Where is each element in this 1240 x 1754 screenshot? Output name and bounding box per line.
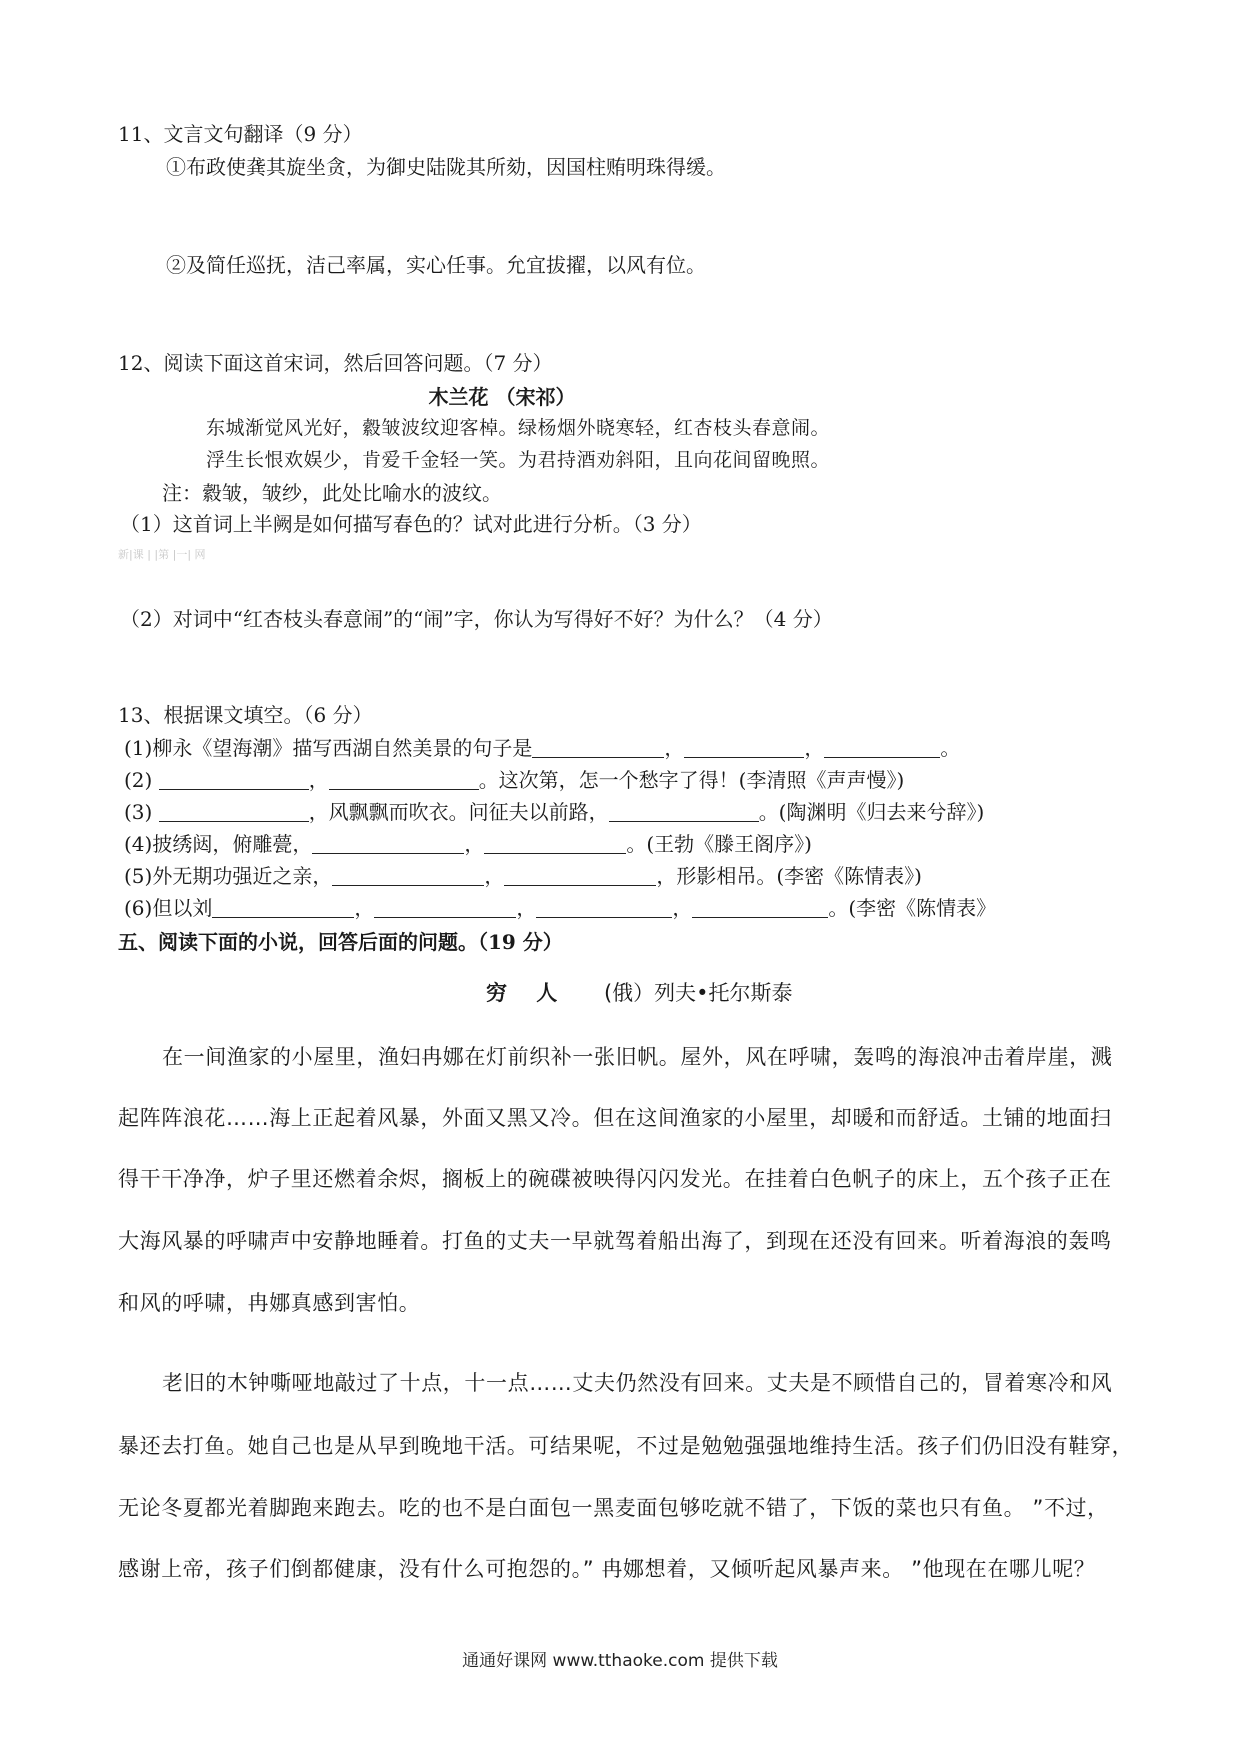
answer-blank[interactable] xyxy=(609,801,759,822)
answer-blank[interactable] xyxy=(536,897,672,918)
fill-line-3: (3) ，风飘飘而吹衣。问征夫以前路， 。(陶渊明《归去来兮辞》) xyxy=(124,800,985,824)
paragraph-2-line-1: 老旧的木钟嘶哑地敲过了十点，十一点……丈夫仍然没有回来。丈夫是不顾惜自己的，冒着寒冷和风 xyxy=(162,1371,1113,1395)
paragraph-1-line-5: 和风的呼啸，冉娜真感到害怕。 xyxy=(118,1291,421,1315)
q12-subquestion-2: （2）对词中“红杏枝头春意闹”的“闹”字，你认为写得好不好？为什么？（4 分） xyxy=(120,607,833,631)
answer-blank[interactable] xyxy=(159,769,309,790)
paragraph-1-line-4: 大海风暴的呼啸声中安静地睡着。打鱼的丈夫一早就驾着船出海了，到现在还没有回来。听着海浪的轰鸣 xyxy=(118,1229,1112,1253)
q11-sentence-2: ②及简任巡抚，洁己率属，实心任事。允宜拔擢，以风有位。 xyxy=(166,253,706,277)
watermark-text: 新|课 | |第 |一| 网 xyxy=(118,548,206,561)
section-5-heading: 五、阅读下面的小说，回答后面的问题。（19 分） xyxy=(118,930,563,954)
fill-line-6: (6)但以刘 ， ， ， 。(李密《陈情表》 xyxy=(124,896,997,920)
fill-line-5: (5)外无期功强近之亲， ， ，形影相吊。(李密《陈情表》) xyxy=(124,864,922,888)
answer-blank[interactable] xyxy=(504,865,656,886)
paragraph-1-line-2: 起阵阵浪花……海上正起着风暴，外面又黑又冷。但在这间渔家的小屋里，却暖和而舒适。土铺的地面扫 xyxy=(118,1106,1112,1130)
fill-line-2: (2) ， 。这次第，怎一个愁字了得！(李清照《声声慢》) xyxy=(124,768,905,792)
answer-blank[interactable] xyxy=(684,737,804,758)
answer-blank[interactable] xyxy=(332,865,484,886)
fill-line-4: (4)披绣闼，俯雕甍， ， 。(王勃《滕王阁序》) xyxy=(124,832,812,856)
answer-blank[interactable] xyxy=(312,833,464,854)
answer-blank[interactable] xyxy=(484,833,626,854)
answer-blank[interactable] xyxy=(159,801,309,822)
q12-subquestion-1: （1）这首词上半阙是如何描写春色的？试对此进行分析。（3 分） xyxy=(120,512,702,536)
answer-blank[interactable] xyxy=(212,897,354,918)
paragraph-2-line-2: 暴还去打鱼。她自己也是从早到晚地干活。可结果呢，不过是勉勉强强地维持生活。孩子们仍旧没有鞋穿， xyxy=(118,1434,1134,1458)
page-footer: 通通好课网 www.tthaoke.com 提供下载 xyxy=(462,1651,778,1671)
paragraph-1-line-3: 得干干净净，炉子里还燃着余烬，搁板上的碗碟被映得闪闪发光。在挂着白色帆子的床上，五个孩子正在 xyxy=(118,1167,1112,1191)
answer-blank[interactable] xyxy=(329,769,479,790)
answer-blank[interactable] xyxy=(374,897,516,918)
q11-title: 11、文言文句翻译（9 分） xyxy=(118,122,363,146)
poem-line-1: 东城渐觉风光好，縠皱波纹迎客棹。绿杨烟外晓寒轻，红杏枝头春意闹。 xyxy=(206,417,831,439)
story-title-line xyxy=(486,980,793,1006)
answer-blank[interactable] xyxy=(692,897,828,918)
poem-title: 木兰花 （宋祁） xyxy=(428,385,576,409)
q13-title: 13、根据课文填空。（6 分） xyxy=(118,703,373,727)
answer-blank[interactable] xyxy=(824,737,940,758)
poem-line-2: 浮生长恨欢娱少，肯爱千金轻一笑。为君持酒劝斜阳，且向花间留晚照。 xyxy=(206,449,831,471)
answer-blank[interactable] xyxy=(532,737,664,758)
story-author: (俄）列夫•托尔斯泰 xyxy=(603,981,793,1005)
fill-line-1: (1)柳永《望海潮》描写西湖自然美景的句子是 ， ， 。 xyxy=(124,736,961,760)
q11-sentence-1: ①布政使龚其旋坐贪，为御史陆陇其所劾，因国柱贿明珠得缓。 xyxy=(166,155,726,179)
paragraph-2-line-3: 无论冬夏都光着脚跑来跑去。吃的也不是白面包一黑麦面包够吃就不错了，下饭的菜也只有鱼。 ”不过， xyxy=(118,1496,1109,1520)
paragraph-1-line-1: 在一间渔家的小屋里，渔妇冉娜在灯前织补一张旧帆。屋外，风在呼啸，轰鸣的海浪冲击着岸崖，溅 xyxy=(162,1045,1113,1069)
poem-note: 注：縠皱，皱纱，此处比喻水的波纹。 xyxy=(162,481,502,505)
q12-title: 12、阅读下面这首宋词，然后回答问题。（7 分） xyxy=(118,351,553,375)
story-title: 穷 人 xyxy=(486,981,558,1005)
paragraph-2-line-4: 感谢上帝，孩子们倒都健康，没有什么可抱怨的。” 冉娜想着，又倾听起风暴声来。 ”他现在在哪儿呢？ xyxy=(118,1557,1096,1581)
